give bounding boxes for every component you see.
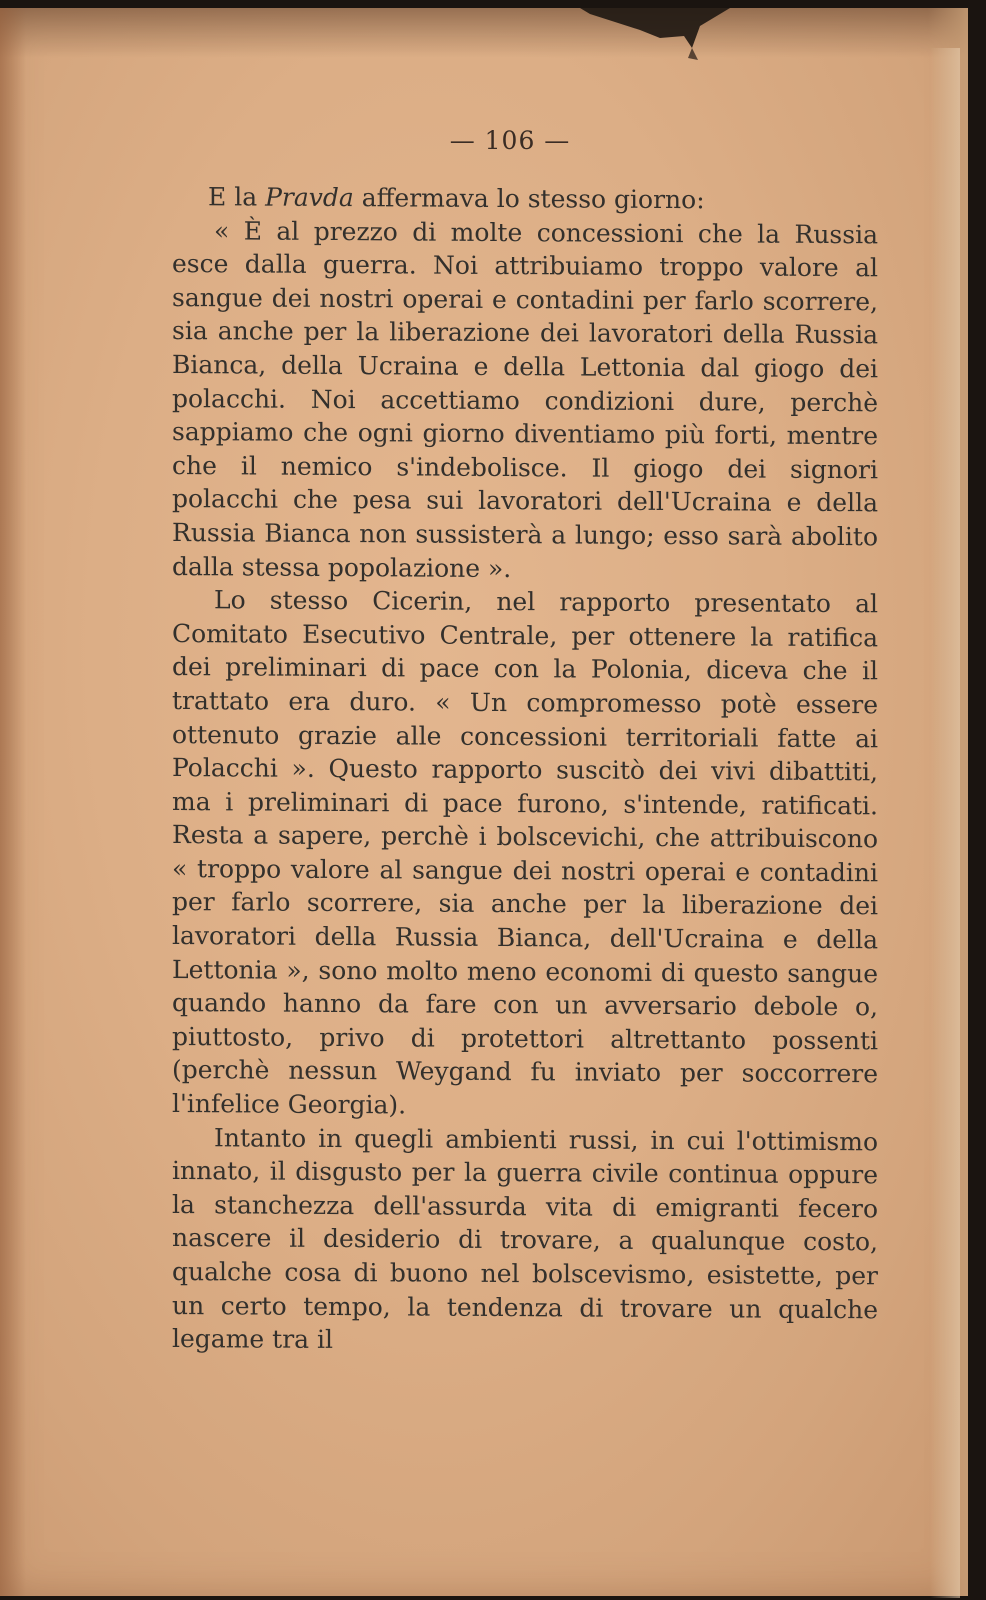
paragraph-cicerin-report: Lo stesso Cicerin, nel rapporto presentato al Comitato Esecutivo Centrale, per ottenere la ratifica dei preliminari di pace con la Polonia, diceva che il trattato era duro. « Un compromesso potè essere ottenuto grazie alle concessioni territoriali fatte ai Polacchi ». Questo rapporto suscitò dei vivi dibattiti, ma i preliminari di pace furono, s'intende, ratificati. Resta a sapere, perchè i bolscevichi, che attribuiscono « troppo valore al sangue dei nostri operai e contadini per farlo scorrere, sia anche per la liberazione dei lavoratori della Russia Bianca, dell'Ucraina e della Lettonia », sono molto meno economi di questo sangue quando hanno da fare con un avversario debole o, piuttosto, privo di protettori altrettanto possenti (perchè nessun Weygand fu inviato per soccorrere l'infelice Georgia). xyxy=(172,585,878,1120)
page-fold-strip xyxy=(930,48,960,1598)
newspaper-title-pravda: Pravda xyxy=(265,182,354,213)
intro-text-start: E la xyxy=(208,182,258,212)
paragraph-quote-pravda: « È al prezzo di molte concessioni che la Russia esce dalla guerra. Noi attribuiamo troppo valore al sangue dei nostri operai e contadini per farlo scorrere, sia anche per la liberazione dei lavoratori della Russia Bianca, della Ucraina e della Lettonia dal giogo dei polacchi. Noi accettiamo condizioni dure, perchè sappiamo che ogni giorno diventiamo più forti, mentre che il nemico s'indebolisce. Il giogo dei signori polacchi che pesa sui lavoratori dell'Ucraina e della Russia Bianca non sussisterà a lungo; esso sarà abolito dalla stessa popolazione ». xyxy=(172,215,878,583)
body-text xyxy=(172,180,878,1360)
page-top-shadow xyxy=(0,8,968,58)
page-left-edge xyxy=(0,8,26,1596)
torn-corner-mark xyxy=(580,8,730,63)
page-number: — 106 — xyxy=(449,126,571,155)
book-page xyxy=(0,8,968,1596)
paragraph-emigrants: Intanto in quegli ambienti russi, in cui l'ottimismo innato, il disgusto per la guerra civile continua oppure la stanchezza dell'assurda vita di emigranti fecero nascere il desiderio di trovare, a qualunque costo, qualche cosa di buono nel bolscevismo, esistette, per un certo tempo, la tendenza di trovare un qualche legame tra il xyxy=(172,1122,878,1355)
paragraph-intro xyxy=(172,180,878,218)
intro-text-end: affermava lo stesso giorno: xyxy=(353,183,705,215)
